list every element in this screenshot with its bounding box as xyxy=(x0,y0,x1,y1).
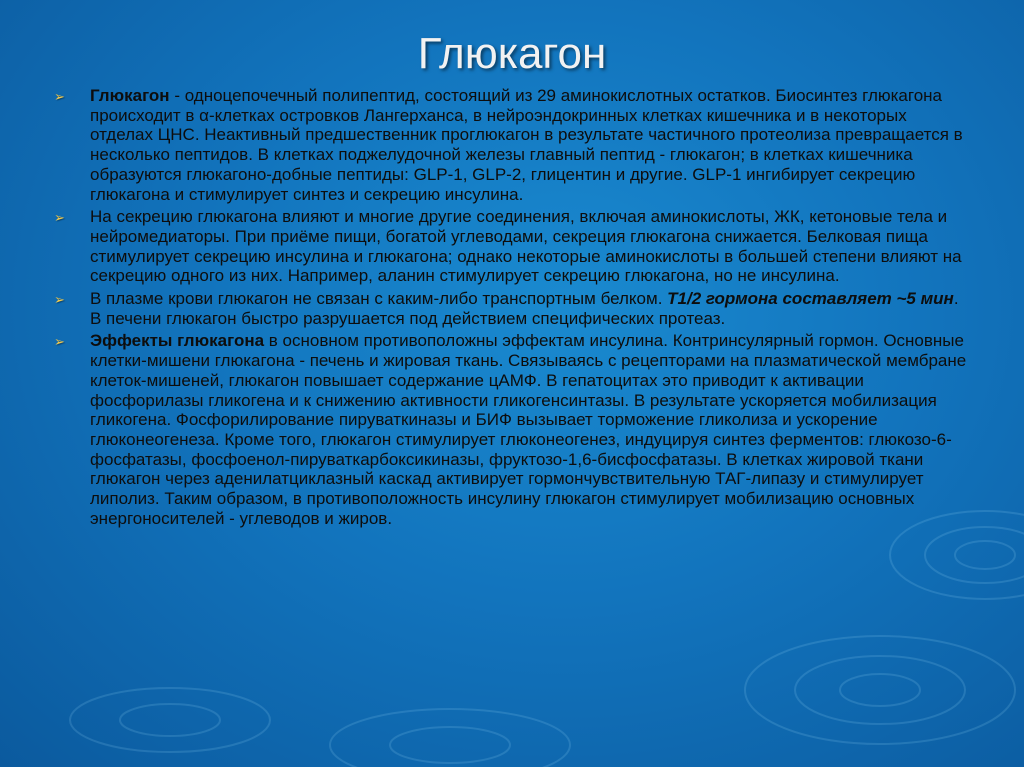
bullet-term: Эффекты глюкагона xyxy=(90,331,265,351)
arrow-bullet-icon: ➢ xyxy=(54,210,65,226)
bullet-text-continued: . В печени глюкагон быстро разрушается под действием специфических протеаз. xyxy=(90,289,959,328)
arrow-bullet-icon: ➢ xyxy=(54,292,65,308)
bullet-list xyxy=(54,86,969,531)
bullet-item-secretion-regulation xyxy=(54,207,969,286)
bullet-text: - одноцепочечный полипептид, состоящий из 29 аминокислотных остатков. Биосинтез глюкагона происходит в α-клетках островков Лангерханса, в нейроэндокринных клетках кишечника и в некоторых отделах ЦНС. Неактивный предшественник проглюкагон в результате частичного протеолиза превращается в несколько пептидов. В клетках поджелудочной железы главный пептид - глюкагон; в клетках кишечника образуются глюкагоно-добные пептиды: GLP-1, GLP-2, глицентин и другие. GLP-1 ингибирует секрецию глюкагона и стимулирует синтез и секрецию инсулина. xyxy=(90,86,963,204)
bullet-term: Глюкагон xyxy=(90,86,170,105)
bullet-text: В плазме крови глюкагон не связан с каким-либо транспортным белком. xyxy=(90,289,668,309)
bullet-item-glucagon-effects xyxy=(54,331,969,528)
bullet-text: На секрецию глюкагона влияют и многие другие соединения, включая аминокислоты, ЖК, кетоновые тела и нейромедиаторы. При приёме пищи, богатой углеводами, секреция глюкагона снижается. Белковая пища стимулирует секрецию инсулина и глюкагона; однако некоторые аминокислоты в большей степени влияют на секрецию одного из них. Например, аланин стимулирует секрецию глюкагона, но не инсулина. xyxy=(90,207,962,286)
slide-title: Глюкагон xyxy=(417,29,607,78)
bullet-item-glucagon-definition xyxy=(54,86,969,204)
bullet-item-plasma-half-life xyxy=(54,289,969,328)
half-life-emphasis: Т1/2 гормона составляет ~5 мин xyxy=(667,289,954,309)
arrow-bullet-icon: ➢ xyxy=(54,334,65,350)
bullet-text: в основном противоположны эффектам инсулина. Контринсулярный гормон. Основные клетки-мишени глюкагона - печень и жировая ткань. Связываясь с рецепторами на плазматической мембране клеток-мишеней, глюкагон повышает содержание цАМФ. В гепатоцитах это приводит к активации фосфорилазы гликогена и к снижению активности гликогенсинтазы. В результате ускоряется мобилизация гликогена. Фосфорилирование пируваткиназы и БИФ вызывает торможение гликолиза и ускорение глюконеогенеза. Кроме того, глюкагон стимулирует глюконеогенез, индуцируя синтез ферментов: глюкозо-6-фосфатазы, фосфоенол-пируваткарбоксикиназы, фруктозо-1,6-бисфосфатазы. В клетках жировой ткани глюкагон через аденилатциклазный каскад активирует гормончувствительную ТАГ-липазу и стимулирует липолиз. Таким образом, в противоположность инсулину глюкагон стимулирует мобилизацию основных энергоносителей - углеводов и жиров. xyxy=(90,331,967,528)
arrow-bullet-icon: ➢ xyxy=(54,89,65,104)
